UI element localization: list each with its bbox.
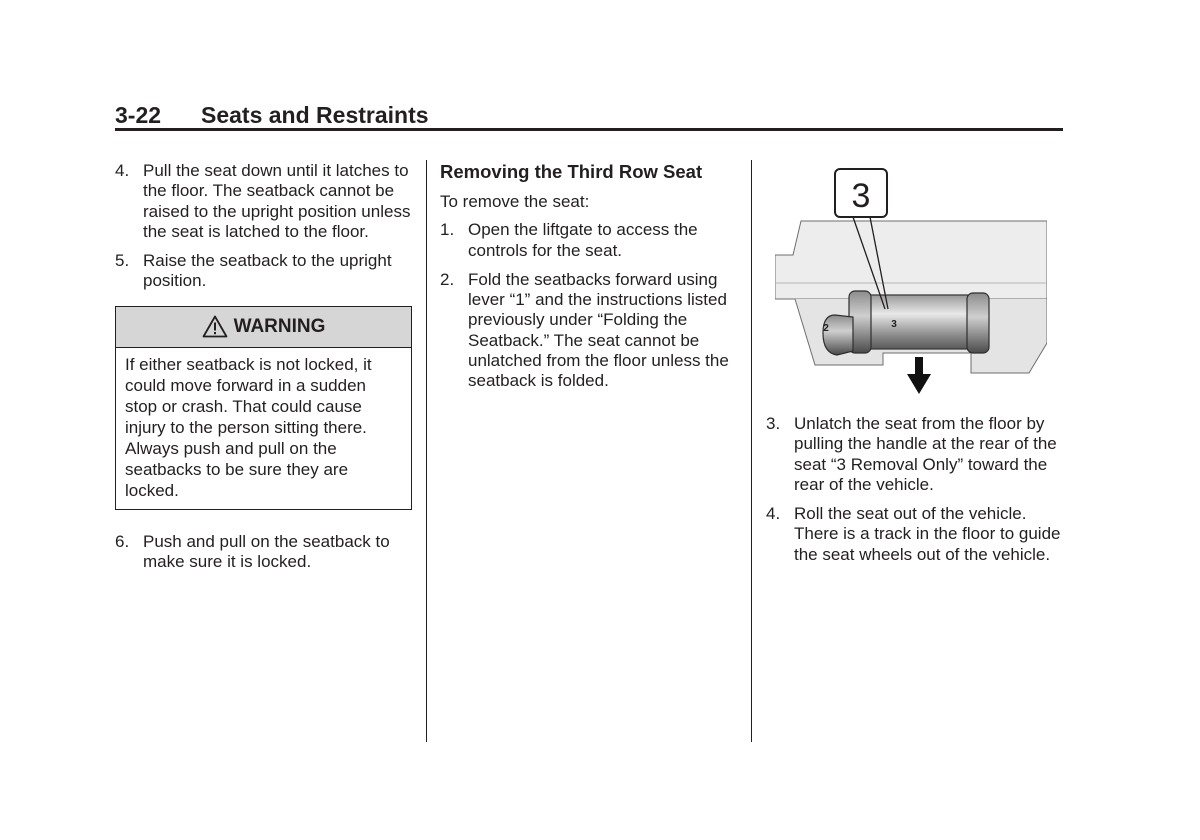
header-rule bbox=[115, 128, 1063, 131]
step-number: 4. bbox=[115, 161, 130, 180]
section-title: Seats and Restraints bbox=[201, 102, 429, 128]
middle-column bbox=[440, 161, 732, 401]
seat-panel bbox=[775, 221, 1047, 299]
down-arrow-icon bbox=[907, 357, 931, 394]
step-text: Push and pull on the seatback to make sure it is locked. bbox=[143, 531, 390, 572]
step-text: Raise the seatback to the upright position. bbox=[143, 251, 392, 291]
step-number: 2. bbox=[440, 269, 455, 289]
step-text: Open the liftgate to access the controls for the seat. bbox=[468, 220, 698, 260]
list-item bbox=[115, 251, 412, 292]
steps-list-after-warning bbox=[115, 532, 412, 573]
handle-label-2: 2 bbox=[823, 323, 829, 334]
warning-title: WARNING bbox=[233, 315, 326, 337]
list-item bbox=[766, 414, 1062, 495]
warning-body: If either seatback is not locked, it could move forward in a sudden stop or crash. That could cause injury to the person sitting there. Always push and pull on the seatbacks to be sure they are locked. bbox=[125, 354, 372, 500]
steps-list-before-warning bbox=[115, 161, 412, 292]
step-number: 1. bbox=[440, 220, 455, 240]
step-text: Pull the seat down until it latches to the floor. The seatback cannot be raised to the upright position unless the seat is latched to the floor. bbox=[143, 161, 411, 241]
callout-label: 3 bbox=[851, 177, 871, 215]
step-number: 3. bbox=[766, 414, 781, 433]
warning-header bbox=[116, 307, 411, 348]
list-item bbox=[440, 270, 732, 392]
intro-text: To remove the seat: bbox=[440, 192, 590, 211]
step-number: 6. bbox=[115, 531, 130, 551]
step-text: Unlatch the seat from the floor by pulling the handle at the rear of the seat “3 Removal Only” toward the rear of the vehicle. bbox=[794, 414, 1057, 494]
step-text: Fold the seatbacks forward using lever “1” and the instructions listed previously under “Folding the Seatback.” The seat cannot be unlatched from the floor unless the seatback is folded. bbox=[468, 269, 729, 391]
list-item bbox=[115, 161, 412, 242]
section-heading: Removing the Third Row Seat bbox=[440, 161, 703, 182]
steps-list bbox=[766, 414, 1062, 565]
column-divider-2 bbox=[751, 160, 752, 742]
steps-list bbox=[440, 220, 732, 391]
step-number: 4. bbox=[766, 504, 781, 524]
list-item bbox=[766, 504, 1062, 565]
list-item bbox=[115, 532, 412, 573]
right-column bbox=[766, 414, 1062, 574]
seat-release-illustration bbox=[775, 165, 1047, 397]
left-column bbox=[115, 161, 412, 581]
column-divider-1 bbox=[426, 160, 427, 742]
warning-triangle-icon bbox=[202, 315, 228, 338]
warning-box bbox=[115, 306, 412, 510]
step-text: Roll the seat out of the vehicle. There is a track in the floor to guide the seat wheels out of the vehicle. bbox=[794, 504, 1061, 564]
list-item bbox=[440, 220, 732, 261]
handle-label-3: 3 bbox=[891, 319, 897, 330]
step-number: 5. bbox=[115, 251, 130, 271]
page-number: 3-22 bbox=[115, 102, 162, 128]
